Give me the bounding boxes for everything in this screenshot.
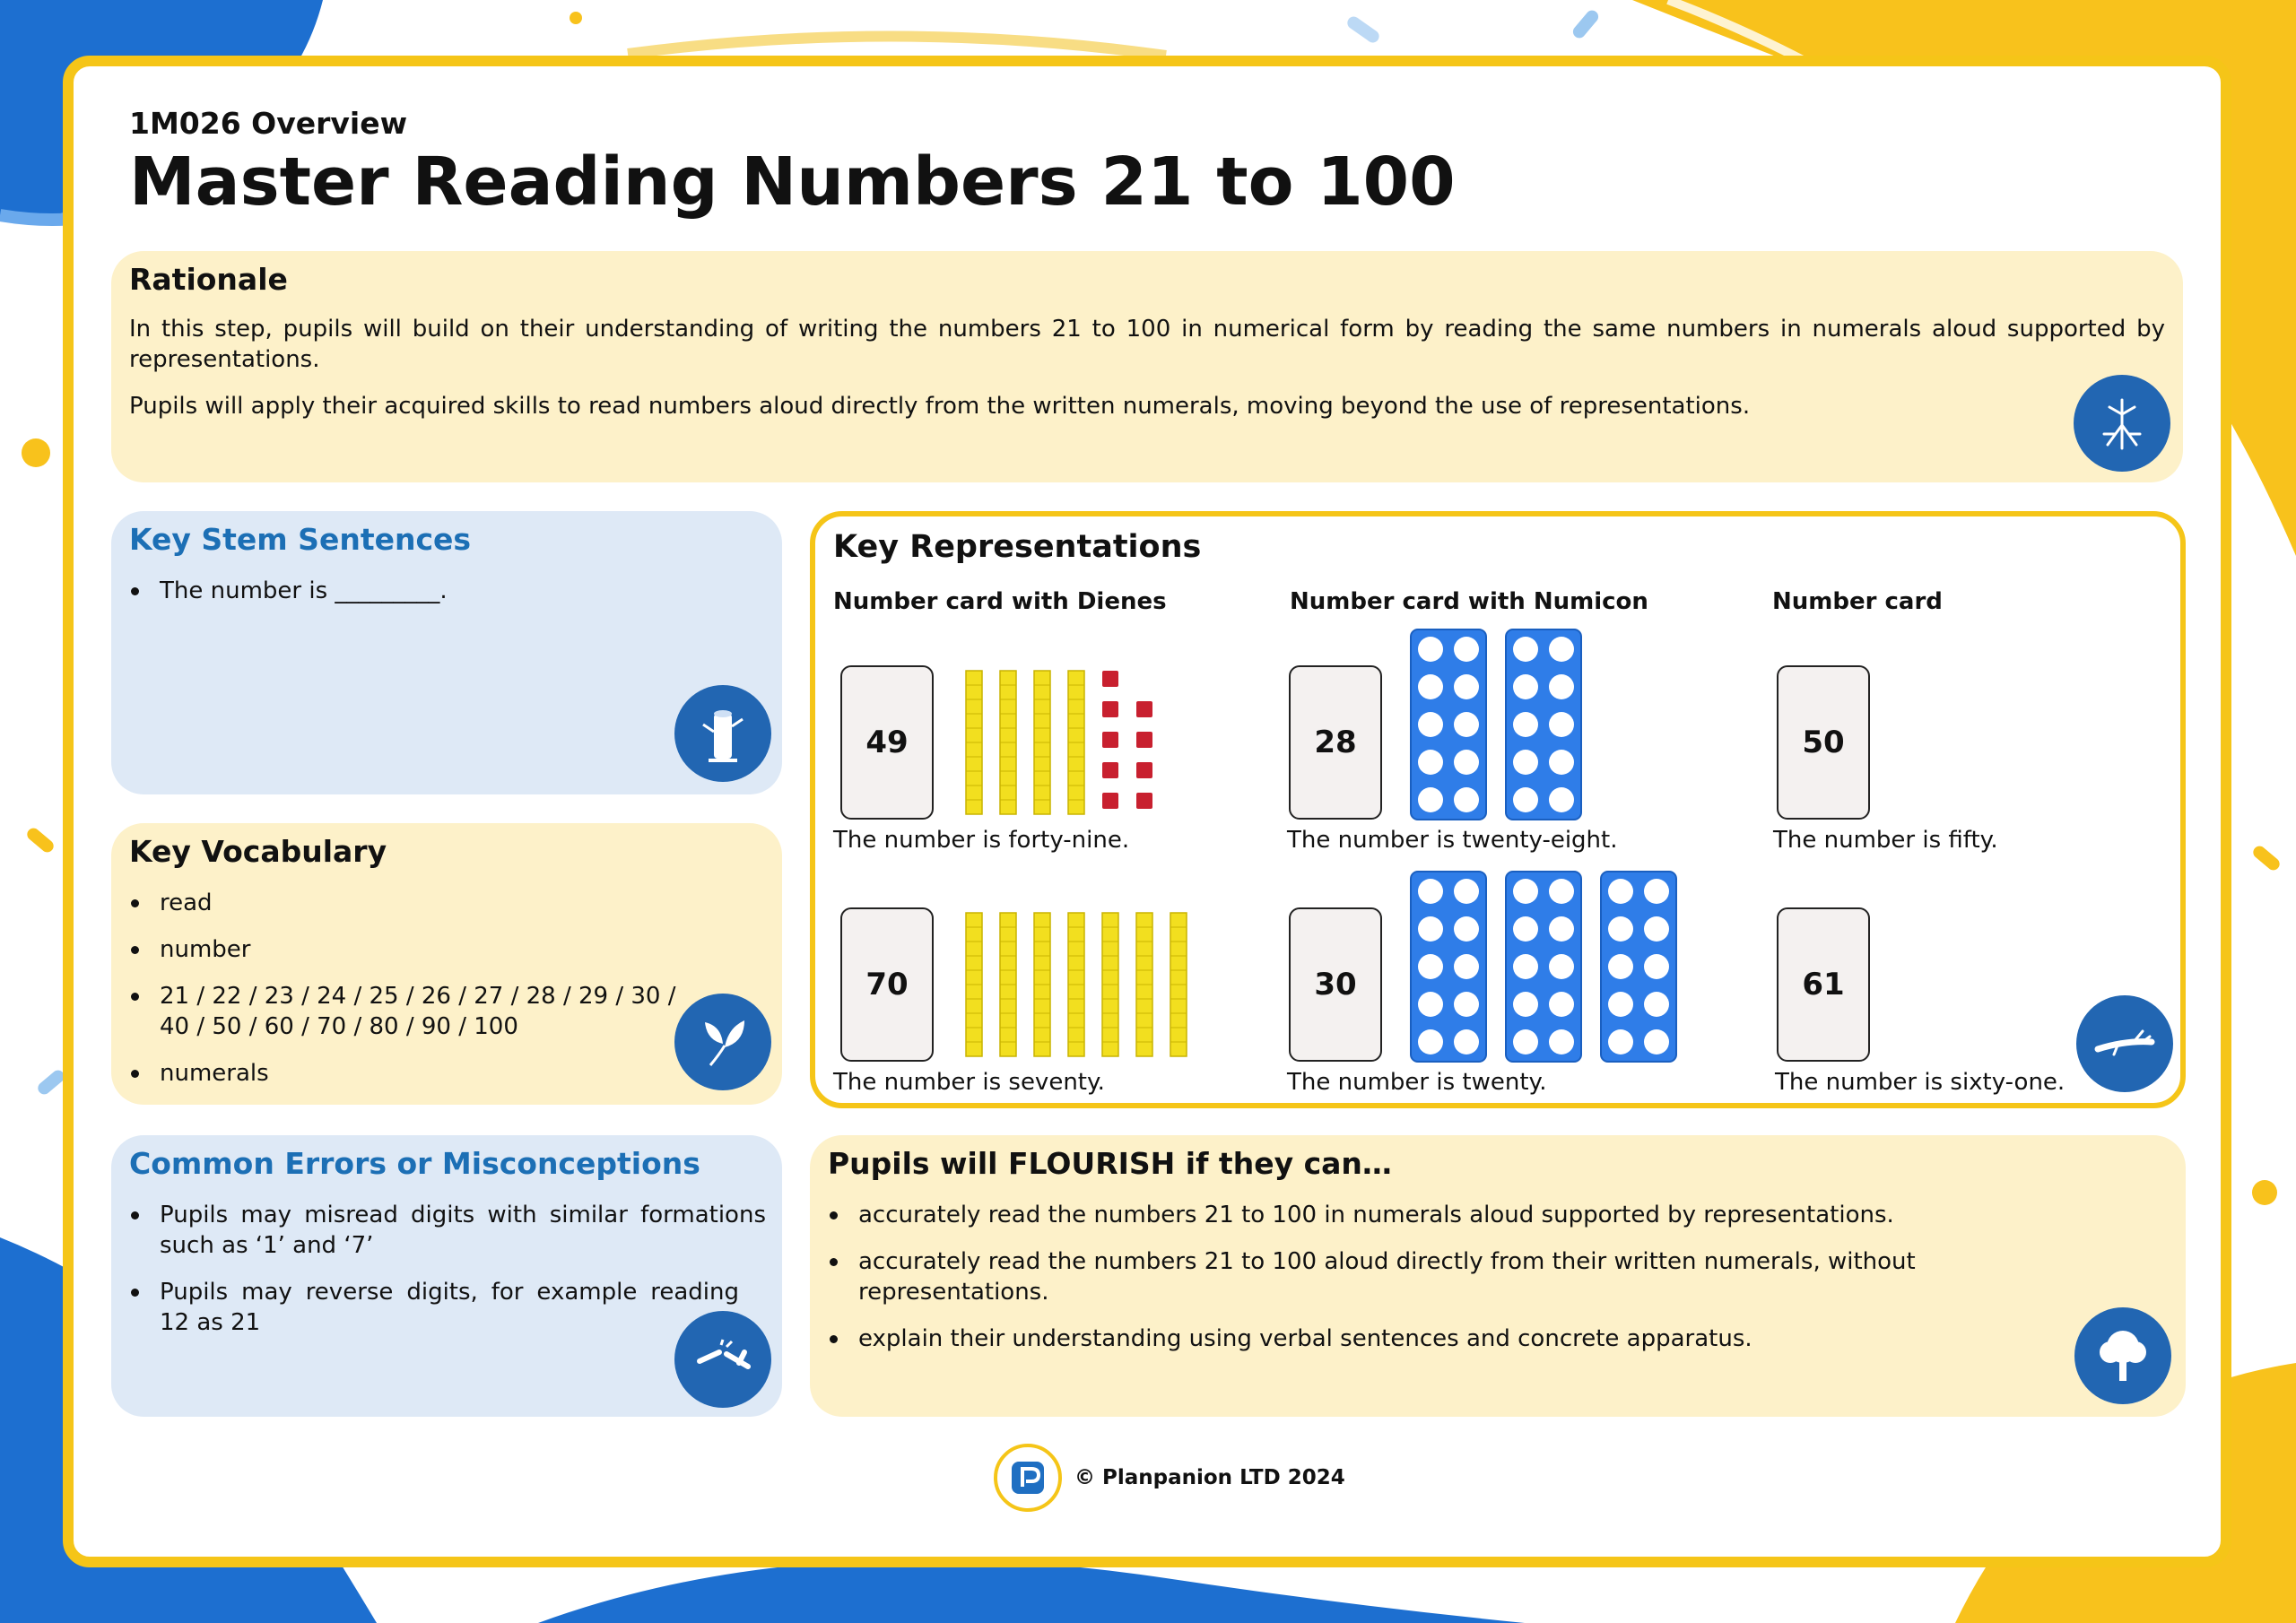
ten-rod xyxy=(1102,913,1118,1056)
roots-icon xyxy=(2074,375,2170,472)
number-card: 49 xyxy=(840,665,934,820)
numicon-ten-tile xyxy=(1506,872,1581,1062)
footer xyxy=(994,1444,1345,1512)
error-item: Pupils may misread digits with similar formations such as ‘1’ and ‘7’ xyxy=(129,1200,766,1261)
numicon-ten-tile xyxy=(1411,872,1486,1062)
dienes-blocks xyxy=(959,660,1192,821)
tree-icon xyxy=(2074,1307,2171,1404)
ten-rod xyxy=(966,671,982,814)
vocabulary-heading: Key Vocabulary xyxy=(129,834,387,869)
rationale-heading: Rationale xyxy=(129,262,288,297)
flourish-item: accurately read the numbers 21 to 100 aloud directly from their written numerals, without representations. xyxy=(828,1246,2066,1307)
ten-rod xyxy=(1170,913,1187,1056)
stem-sentences-panel xyxy=(111,511,782,794)
ten-rod xyxy=(1034,671,1050,814)
one-cube xyxy=(1136,732,1152,748)
key-representations-heading: Key Representations xyxy=(833,529,1202,565)
leaves-icon xyxy=(674,994,771,1090)
one-cube xyxy=(1136,762,1152,778)
one-cube xyxy=(1136,701,1152,717)
one-cube xyxy=(1102,671,1118,687)
vocabulary-item: number xyxy=(129,934,676,965)
one-cube xyxy=(1102,793,1118,809)
branch-icon xyxy=(2076,995,2173,1092)
stem-sentence-item: The number is _________. xyxy=(129,576,757,606)
page-subtitle: 1M026 Overview xyxy=(129,106,408,141)
rationale-panel xyxy=(111,251,2183,482)
ten-rod xyxy=(966,913,982,1056)
number-card: 61 xyxy=(1777,907,1870,1062)
vocabulary-item: numerals xyxy=(129,1058,676,1089)
representation-caption: The number is sixty-one. xyxy=(1775,1069,2066,1096)
error-item: Pupils may reverse digits, for example reading 12 as 21 xyxy=(129,1277,739,1338)
key-representations-panel xyxy=(810,511,2186,1108)
rationale-paragraph-2: Pupils will apply their acquired skills to read numbers aloud directly from the written numerals, moving beyond the use of representations. xyxy=(129,393,1751,420)
column-heading-numicon: Number card with Numicon xyxy=(1290,588,1648,615)
flourish-item: accurately read the numbers 21 to 100 in numerals aloud supported by representations. xyxy=(828,1200,2066,1230)
flourish-item: explain their understanding using verbal sentences and concrete apparatus. xyxy=(828,1324,2066,1354)
ten-rod xyxy=(1068,913,1084,1056)
vocabulary-item: read xyxy=(129,888,676,918)
flourish-heading: Pupils will FLOURISH if they can… xyxy=(828,1146,1392,1181)
one-cube xyxy=(1102,701,1118,717)
numicon-ten-tile xyxy=(1601,872,1676,1062)
representation-caption: The number is forty-nine. xyxy=(833,827,1130,854)
vocabulary-panel xyxy=(111,823,782,1105)
numicon-ten-tile xyxy=(1411,629,1486,820)
number-card: 30 xyxy=(1289,907,1382,1062)
column-heading-dienes: Number card with Dienes xyxy=(833,588,1167,615)
copyright-text: © Planpanion LTD 2024 xyxy=(1074,1466,1345,1489)
numicon-tiles xyxy=(1407,626,1703,823)
tree-trunk-icon xyxy=(674,685,771,782)
ten-rod xyxy=(1034,913,1050,1056)
vocabulary-item: 21 / 22 / 23 / 24 / 25 / 26 / 27 / 28 / 29 / 30 / 40 / 50 / 60 / 70 / 80 / 90 / 100 xyxy=(129,981,676,1042)
ten-rod xyxy=(1068,671,1084,814)
representation-caption: The number is fifty. xyxy=(1773,827,1998,854)
column-heading-number-card: Number card xyxy=(1772,588,1943,615)
number-card: 70 xyxy=(840,907,934,1062)
one-cube xyxy=(1102,732,1118,748)
representation-caption: The number is twenty-eight. xyxy=(1287,827,1618,854)
numicon-ten-tile xyxy=(1506,629,1581,820)
flourish-panel xyxy=(810,1135,2186,1417)
errors-heading: Common Errors or Misconceptions xyxy=(129,1146,700,1181)
planpanion-logo xyxy=(994,1444,1062,1512)
rationale-paragraph-1: In this step, pupils will build on their understanding of writing the numbers 21 to 100 in numerical form by reading the same numbers in numerals aloud supported by representations. xyxy=(129,316,2165,373)
ten-rod xyxy=(1000,913,1016,1056)
number-card: 28 xyxy=(1289,665,1382,820)
errors-panel xyxy=(111,1135,782,1417)
one-cube xyxy=(1136,793,1152,809)
numicon-tiles xyxy=(1407,868,1703,1065)
representation-caption: The number is twenty. xyxy=(1287,1069,1547,1096)
ten-rod xyxy=(1136,913,1152,1056)
number-card: 50 xyxy=(1777,665,1870,820)
dienes-blocks xyxy=(959,902,1192,1063)
one-cube xyxy=(1102,762,1118,778)
ten-rod xyxy=(1000,671,1016,814)
stem-sentences-heading: Key Stem Sentences xyxy=(129,522,472,557)
page-title: Master Reading Numbers 21 to 100 xyxy=(129,143,1456,221)
representation-caption: The number is seventy. xyxy=(833,1069,1105,1096)
broken-branch-icon xyxy=(674,1311,771,1408)
